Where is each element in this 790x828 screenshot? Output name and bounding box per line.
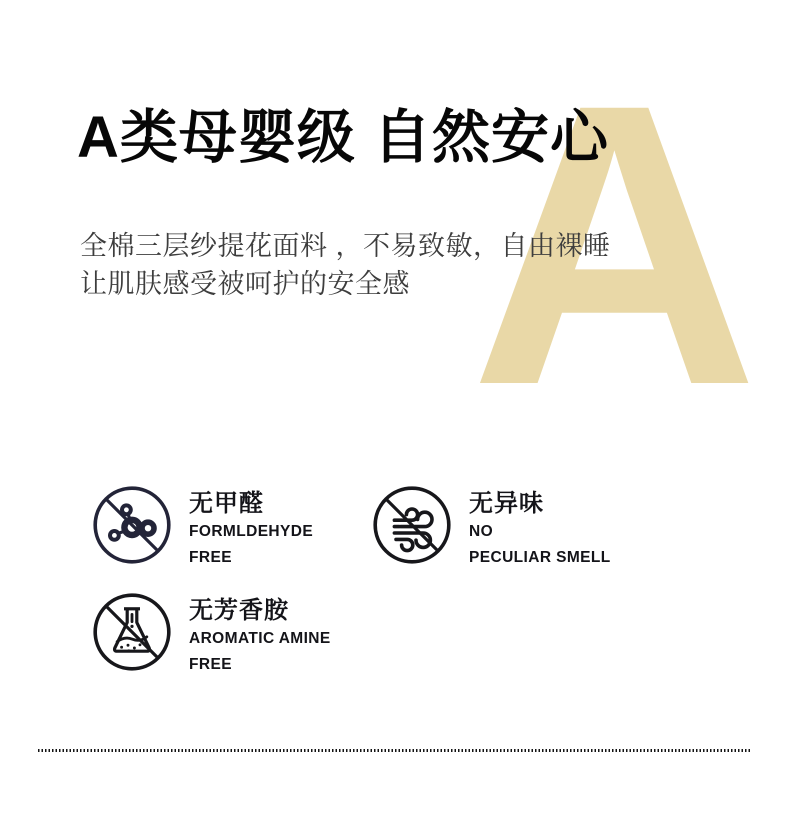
section-title: A类母婴级 自然安心 [77, 105, 610, 170]
badge-en-line1: AROMATIC AMINE [189, 630, 331, 647]
badge-text-block [189, 485, 313, 571]
subtitle-line-1: 全棉三层纱提花面料 ，不易致敏，自由裸睡 [80, 231, 611, 261]
section-subtitle [80, 227, 611, 303]
badge-no-aromatic-amine [92, 592, 331, 678]
badge-text-block [469, 485, 611, 571]
badge-title-cn: 无异味 [469, 490, 544, 517]
badge-en-line1: NO [469, 523, 494, 540]
no-formaldehyde-molecule-icon [92, 485, 172, 565]
no-odor-wind-icon [372, 485, 452, 565]
badge-no-odor [372, 485, 611, 571]
subtitle-line-2: 让肌肤感受被呵护的安全感 [80, 269, 410, 299]
badge-en-line2: PECULIAR SMELL [469, 549, 611, 566]
badge-en-line2: FREE [189, 656, 232, 673]
background-letter-a: A [470, 21, 759, 468]
badge-title-cn: 无甲醛 [189, 490, 264, 517]
badge-title-cn: 无芳香胺 [189, 597, 289, 624]
no-aromatic-amine-flask-icon [92, 592, 172, 672]
badge-text-block [189, 592, 331, 678]
dotted-divider [38, 749, 751, 752]
badge-en-line2: FREE [189, 549, 232, 566]
badge-no-formaldehyde [92, 485, 313, 571]
badge-en-line1: FORMLDEHYDE [189, 523, 314, 540]
